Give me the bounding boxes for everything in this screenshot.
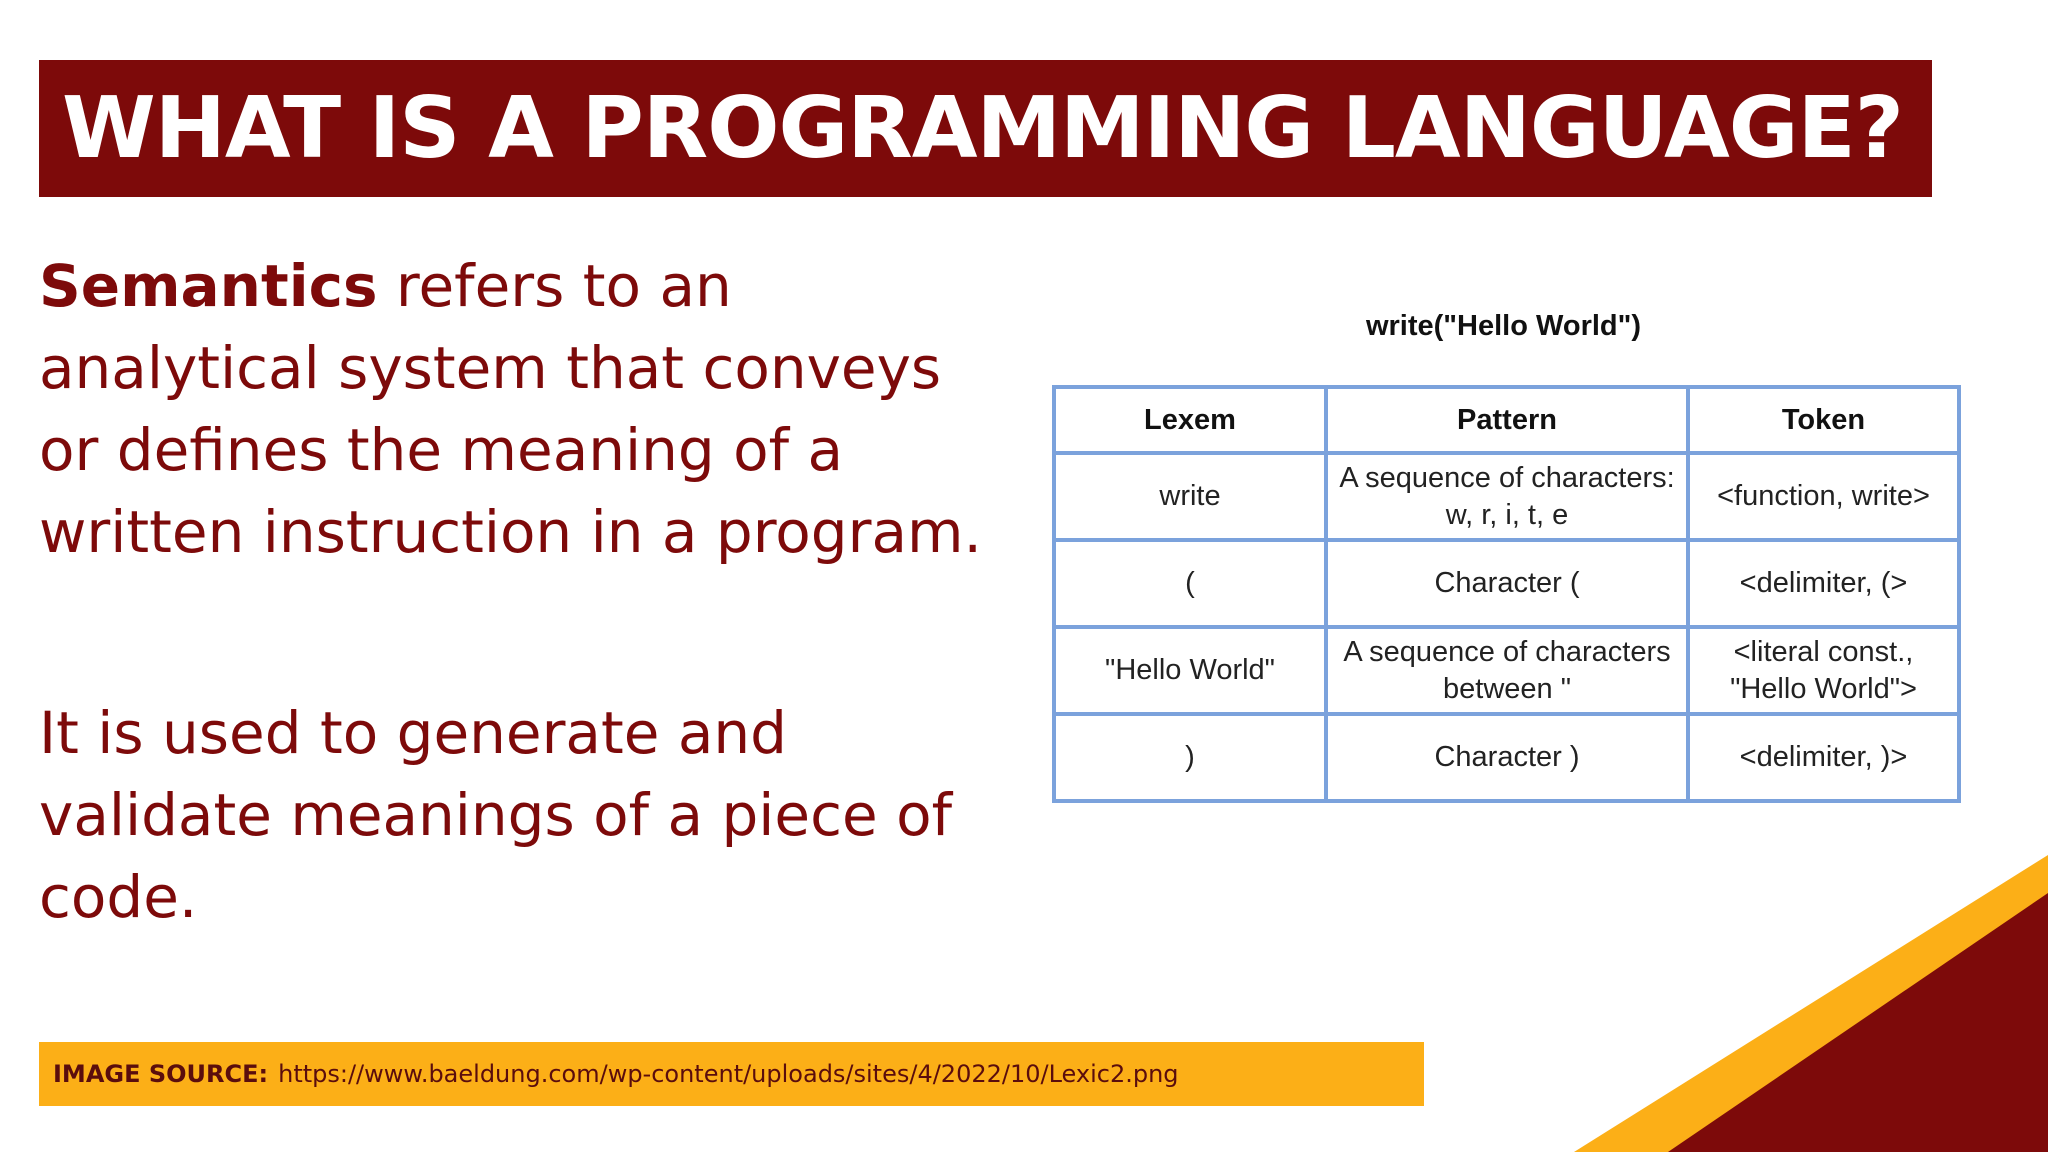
table-row — [1054, 540, 1959, 627]
table-row — [1054, 453, 1959, 540]
cell-pattern: A sequence of characters between " — [1326, 627, 1688, 714]
cell-pattern: Character ( — [1326, 540, 1688, 627]
table-row — [1054, 714, 1959, 801]
slide-title: WHAT IS A PROGRAMMING LANGUAGE? — [62, 79, 1903, 178]
corner-maroon-triangle — [1668, 893, 2048, 1152]
cell-lexem: ) — [1054, 714, 1326, 801]
semantics-definition: refers to an analytical system that conveys or defines the meaning of a written instruction in a program. — [39, 252, 982, 566]
header-token: Token — [1688, 387, 1959, 453]
cell-token: <literal const., "Hello World"> — [1688, 627, 1959, 714]
cell-lexem: ( — [1054, 540, 1326, 627]
header-pattern: Pattern — [1326, 387, 1688, 453]
cell-token: <delimiter, (> — [1688, 540, 1959, 627]
lexeme-table — [1052, 385, 1961, 803]
image-source — [53, 1042, 1179, 1106]
table-header-row — [1054, 387, 1959, 453]
cell-token: <delimiter, )> — [1688, 714, 1959, 801]
image-source-label: IMAGE SOURCE: — [53, 1060, 269, 1088]
corner-gold-triangle — [1574, 855, 2048, 1152]
cell-lexem: write — [1054, 453, 1326, 540]
semantics-paragraph — [39, 245, 999, 573]
cell-token: <function, write> — [1688, 453, 1959, 540]
table-caption: write("Hello World") — [1365, 310, 1642, 342]
cell-pattern: Character ) — [1326, 714, 1688, 801]
image-source-url: https://www.baeldung.com/wp-content/uploads/sites/4/2022/10/Lexic2.png — [278, 1060, 1179, 1088]
table-row — [1054, 627, 1959, 714]
cell-pattern: A sequence of characters: w, r, i, t, e — [1326, 453, 1688, 540]
cell-lexem: "Hello World" — [1054, 627, 1326, 714]
semantics-term: Semantics — [39, 252, 378, 320]
usage-paragraph: It is used to generate and validate meanings of a piece of code. — [39, 699, 952, 931]
header-lexem: Lexem — [1054, 387, 1326, 453]
